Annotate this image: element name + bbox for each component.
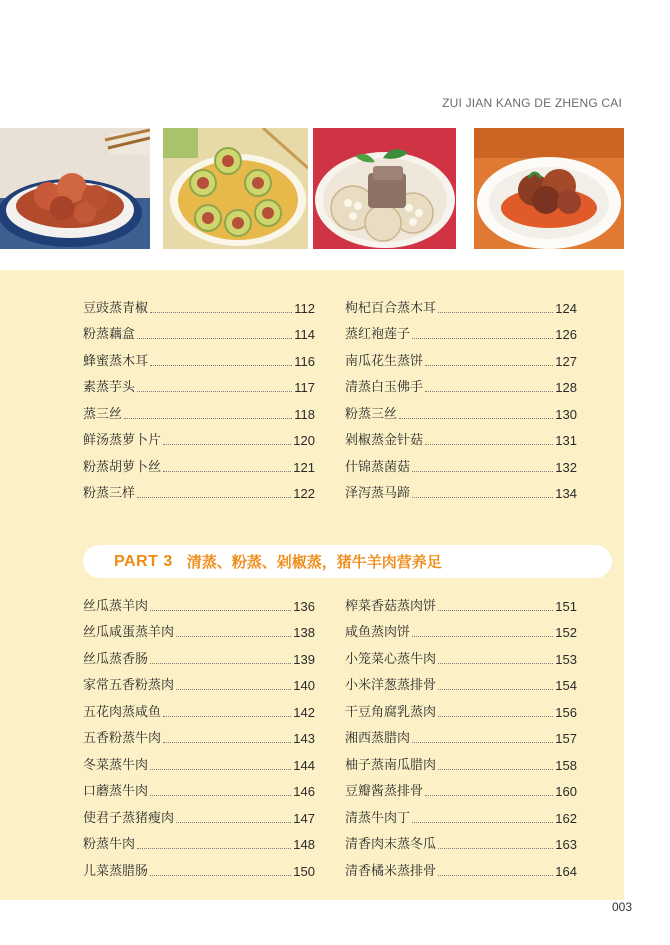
toc-entry-page: 132	[555, 459, 577, 475]
toc-entry-title: 蜂蜜蒸木耳	[83, 353, 149, 369]
leader-dots	[438, 689, 553, 690]
steamed-ribs-photo	[0, 128, 150, 249]
leader-dots	[163, 742, 291, 743]
leader-dots	[412, 822, 553, 823]
lotus-root-photo	[313, 128, 456, 249]
leader-dots	[137, 497, 291, 498]
toc-entry-page: 117	[294, 380, 315, 395]
toc-entry-title: 粉蒸藕盒	[83, 327, 136, 342]
toc-entry-title: 清蒸白玉佛手	[345, 380, 424, 395]
running-header: ZUI JIAN KANG DE ZHENG CAI	[442, 96, 622, 110]
toc-entry[interactable]	[83, 423, 315, 450]
leader-dots	[438, 716, 553, 717]
toc-entry-page: 126	[555, 327, 577, 342]
toc-entry-page: 148	[293, 837, 315, 852]
toc-entry-title: 湘西蒸腊肉	[345, 731, 411, 746]
toc-entry-title: 柚子蒸南瓜腊肉	[345, 757, 437, 773]
toc-entry[interactable]	[345, 317, 577, 344]
toc-entry-title: 榨菜香菇蒸肉饼	[345, 598, 437, 614]
toc-entry-title: 小笼菜心蒸牛肉	[345, 651, 437, 667]
toc-entry[interactable]	[83, 615, 315, 642]
leader-dots	[425, 391, 553, 392]
toc-entry-title: 冬菜蒸牛肉	[83, 757, 149, 773]
leader-dots	[412, 497, 553, 498]
toc-entry-page: 122	[293, 486, 315, 501]
toc-entry-title: 咸鱼蒸肉饼	[345, 625, 411, 640]
toc-entry-page: 158	[555, 757, 577, 773]
toc-entry-page: 134	[555, 486, 577, 501]
toc-entry[interactable]	[345, 396, 577, 423]
leader-dots	[150, 365, 292, 366]
toc-bottom-left	[83, 588, 315, 880]
toc-entry-title: 丝瓜咸蛋蒸羊肉	[83, 625, 175, 640]
toc-entry[interactable]	[345, 641, 577, 668]
leader-dots	[163, 716, 291, 717]
toc-top-right	[345, 290, 577, 502]
toc-top-left	[83, 290, 315, 502]
part-title: 清蒸、粉蒸、剁椒蒸，猪牛羊肉营养足	[186, 553, 442, 571]
toc-entry-page: 127	[555, 353, 577, 369]
toc-entry-title: 使君子蒸猪瘦肉	[83, 810, 175, 826]
toc-entry-title: 泽泻蒸马蹄	[345, 486, 411, 501]
toc-entry-title: 清香肉末蒸冬瓜	[345, 837, 437, 852]
toc-entry[interactable]	[83, 370, 315, 397]
toc-entry-title: 清蒸牛肉丁	[345, 810, 411, 826]
leader-dots	[425, 444, 553, 445]
toc-entry-page: 118	[294, 406, 315, 422]
toc-entry-page: 146	[293, 784, 315, 799]
toc-entry-page: 136	[293, 598, 315, 614]
toc-entry[interactable]	[345, 290, 577, 317]
toc-entry-title: 五香粉蒸牛肉	[83, 731, 162, 746]
page-number: 003	[611, 900, 632, 914]
leader-dots	[150, 312, 292, 313]
toc-entry-title: 蒸三丝	[83, 406, 123, 422]
toc-entry-title: 素蒸芋头	[83, 380, 136, 395]
toc-entry-page: 162	[555, 810, 577, 826]
toc-entry-page: 147	[293, 810, 315, 826]
toc-entry[interactable]	[345, 423, 577, 450]
toc-entry[interactable]	[83, 449, 315, 476]
toc-entry-title: 丝瓜蒸羊肉	[83, 598, 149, 614]
toc-entry[interactable]	[83, 641, 315, 668]
toc-entry[interactable]	[345, 853, 577, 880]
toc-entry[interactable]	[83, 343, 315, 370]
leader-dots	[438, 875, 553, 876]
leader-dots	[137, 338, 292, 339]
toc-entry-page: 163	[555, 837, 577, 852]
leader-dots	[412, 338, 553, 339]
toc-entry-page: 160	[555, 784, 577, 799]
toc-entry[interactable]	[83, 290, 315, 317]
toc-entry[interactable]	[83, 721, 315, 748]
toc-entry-title: 五花肉蒸咸鱼	[83, 704, 162, 720]
leader-dots	[438, 769, 553, 770]
toc-entry-page: 152	[555, 625, 577, 640]
toc-entry[interactable]	[83, 476, 315, 503]
toc-entry[interactable]	[83, 588, 315, 615]
toc-entry-page: 164	[555, 863, 577, 879]
toc-entry-page: 154	[555, 678, 577, 693]
toc-entry-title: 豆豉蒸青椒	[83, 300, 149, 316]
part-label: PART 3	[114, 552, 173, 570]
toc-entry-page: 157	[555, 731, 577, 746]
toc-entry-page: 153	[555, 651, 577, 667]
toc-entry-page: 121	[293, 459, 315, 475]
toc-entry[interactable]	[83, 747, 315, 774]
toc-entry[interactable]	[83, 774, 315, 801]
toc-entry[interactable]	[345, 370, 577, 397]
leader-dots	[412, 636, 553, 637]
toc-entry[interactable]	[83, 800, 315, 827]
toc-entry-title: 干豆角腐乳蒸肉	[345, 704, 437, 720]
toc-entry-title: 什锦蒸菌菇	[345, 459, 411, 475]
toc-entry-page: 124	[555, 300, 577, 316]
toc-entry-title: 南瓜花生蒸饼	[345, 353, 424, 369]
leader-dots	[150, 610, 291, 611]
toc-entry-title: 剁椒蒸金针菇	[345, 433, 424, 448]
toc-entry[interactable]	[345, 668, 577, 695]
toc-entry-page: 140	[293, 678, 315, 693]
toc-entry[interactable]	[83, 668, 315, 695]
toc-entry-title: 儿菜蒸腊肠	[83, 863, 149, 879]
toc-entry-page: 139	[293, 651, 315, 667]
toc-entry[interactable]	[345, 721, 577, 748]
toc-entry[interactable]	[345, 449, 577, 476]
toc-entry-title: 粉蒸三样	[83, 486, 136, 501]
toc-entry[interactable]	[83, 827, 315, 854]
leader-dots	[150, 663, 291, 664]
leader-dots	[425, 365, 553, 366]
part-3-banner	[83, 545, 612, 578]
toc-entry-page: 112	[294, 300, 315, 316]
toc-entry-page: 131	[555, 433, 577, 448]
toc-entry[interactable]	[345, 800, 577, 827]
leader-dots	[150, 769, 291, 770]
leader-dots	[150, 795, 291, 796]
toc-entry-page: 156	[555, 704, 577, 720]
leader-dots	[438, 610, 553, 611]
leader-dots	[176, 822, 291, 823]
bitter-melon-photo	[163, 128, 308, 249]
toc-entry-title: 清香橘米蒸排骨	[345, 863, 437, 879]
leader-dots	[412, 742, 553, 743]
toc-entry-page: 150	[293, 863, 315, 879]
leader-dots	[163, 444, 291, 445]
toc-entry[interactable]	[83, 396, 315, 423]
toc-entry-page: 142	[293, 704, 315, 720]
toc-entry[interactable]	[345, 694, 577, 721]
toc-entry[interactable]	[83, 694, 315, 721]
toc-entry-title: 粉蒸三丝	[345, 406, 398, 422]
leader-dots	[438, 312, 553, 313]
leader-dots	[425, 795, 553, 796]
leader-dots	[163, 471, 291, 472]
toc-entry-page: 114	[294, 327, 315, 342]
toc-entry-title: 小米洋葱蒸排骨	[345, 678, 437, 693]
toc-entry-title: 粉蒸胡萝卜丝	[83, 459, 162, 475]
toc-bottom-right	[345, 588, 577, 880]
toc-entry-page: 128	[555, 380, 577, 395]
braised-pork-photo	[474, 128, 624, 249]
toc-entry-title: 蒸红袍莲子	[345, 327, 411, 342]
toc-entry-title: 豆瓣酱蒸排骨	[345, 784, 424, 799]
toc-entry-title: 口蘑蒸牛肉	[83, 784, 149, 799]
toc-entry[interactable]	[345, 747, 577, 774]
toc-entry-page: 143	[293, 731, 315, 746]
leader-dots	[176, 689, 291, 690]
leader-dots	[137, 848, 291, 849]
leader-dots	[438, 848, 553, 849]
leader-dots	[399, 418, 553, 419]
toc-entry-title: 粉蒸牛肉	[83, 837, 136, 852]
leader-dots	[150, 875, 291, 876]
toc-entry-page: 116	[294, 353, 315, 369]
toc-entry-page: 130	[555, 406, 577, 422]
toc-entry[interactable]	[345, 774, 577, 801]
leader-dots	[412, 471, 553, 472]
leader-dots	[176, 636, 291, 637]
toc-entry-title: 枸杞百合蒸木耳	[345, 300, 437, 316]
toc-entry-page: 120	[293, 433, 315, 448]
leader-dots	[438, 663, 553, 664]
toc-entry[interactable]	[345, 615, 577, 642]
toc-entry-page: 151	[555, 598, 577, 614]
toc-entry-page: 138	[293, 625, 315, 640]
toc-entry[interactable]	[83, 317, 315, 344]
toc-entry[interactable]	[345, 343, 577, 370]
toc-entry-title: 家常五香粉蒸肉	[83, 678, 175, 693]
toc-entry[interactable]	[345, 827, 577, 854]
leader-dots	[124, 418, 292, 419]
toc-entry-title: 丝瓜蒸香肠	[83, 651, 149, 667]
leader-dots	[137, 391, 292, 392]
toc-entry[interactable]	[345, 588, 577, 615]
toc-entry-title: 鲜汤蒸萝卜片	[83, 433, 162, 448]
toc-entry[interactable]	[345, 476, 577, 503]
toc-entry-page: 144	[293, 757, 315, 773]
toc-entry[interactable]	[83, 853, 315, 880]
